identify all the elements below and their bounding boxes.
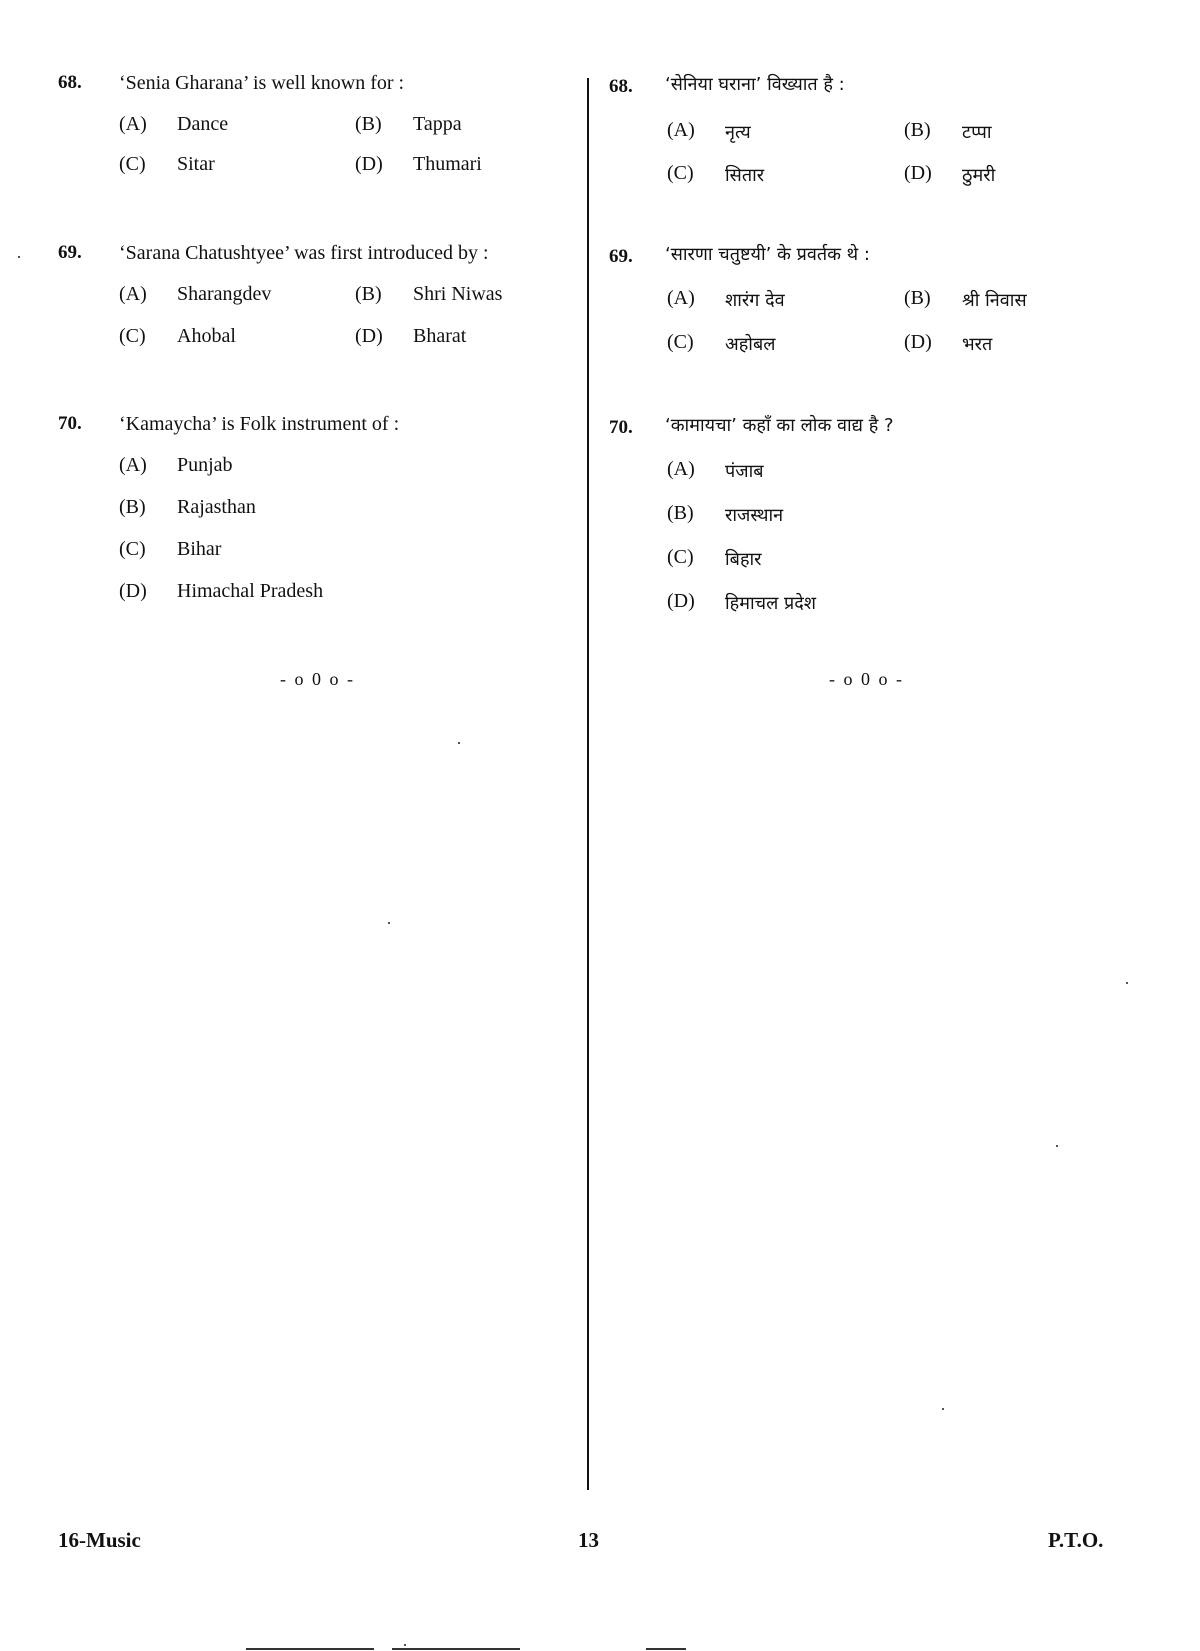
bottom-edge-rule	[646, 1648, 686, 1650]
option-label: (B)	[667, 502, 694, 524]
option-label: (C)	[667, 162, 694, 184]
option-label: (D)	[904, 331, 932, 353]
question-69-en	[58, 242, 578, 347]
option-value: Himachal Pradesh	[177, 580, 324, 602]
option-value: पंजाब	[725, 461, 764, 482]
option-value: Thumari	[413, 153, 482, 175]
scan-speck	[1056, 1145, 1058, 1147]
scan-speck	[1126, 982, 1128, 984]
question-70-en	[58, 413, 578, 602]
option-value: बिहार	[725, 549, 762, 570]
footer-page-number: 13	[578, 1528, 599, 1552]
option-label: (C)	[119, 153, 146, 175]
option-value: अहोबल	[725, 334, 776, 355]
option-value: भरत	[962, 334, 993, 355]
question-number: 69.	[609, 246, 633, 267]
option-label: (A)	[667, 119, 695, 141]
option-label: (B)	[355, 113, 382, 135]
question-text: ‘कामायचा’ कहाँ का लोक वाद्य है ?	[665, 415, 894, 436]
scan-speck	[942, 1408, 944, 1410]
option-label: (D)	[355, 153, 383, 175]
option-value: Ahobal	[177, 325, 236, 347]
question-text: ‘Senia Gharana’ is well known for :	[119, 72, 405, 94]
option-label: (D)	[119, 580, 147, 602]
option-value: ठुमरी	[962, 165, 996, 186]
option-value: Sitar	[177, 153, 215, 175]
option-label: (B)	[904, 119, 931, 141]
option-value: राजस्थान	[725, 505, 784, 526]
option-value: Bihar	[177, 538, 222, 560]
question-68-en	[58, 72, 578, 175]
footer-subject-code: 16-Music	[58, 1528, 141, 1552]
option-label: (A)	[667, 458, 695, 480]
question-text: ‘Sarana Chatushtyee’ was first introduced by :	[119, 242, 489, 264]
question-number: 70.	[58, 413, 82, 434]
option-label: (C)	[119, 538, 146, 560]
option-value: Sharangdev	[177, 283, 272, 305]
question-number: 68.	[609, 76, 633, 97]
scan-speck	[404, 1644, 406, 1646]
option-label: (A)	[119, 454, 147, 476]
option-label: (B)	[119, 496, 146, 518]
option-label: (B)	[355, 283, 382, 305]
option-value: नृत्य	[725, 122, 751, 143]
scan-speck	[458, 742, 460, 744]
bottom-edge-rule	[392, 1648, 520, 1650]
option-value: हिमाचल प्रदेश	[725, 593, 817, 614]
option-value: Bharat	[413, 325, 467, 347]
bottom-edge-rule	[246, 1648, 374, 1650]
end-of-section-mark: - o 0 o -	[280, 669, 355, 689]
option-label: (C)	[119, 325, 146, 347]
option-value: Shri Niwas	[413, 283, 503, 305]
option-value: श्री निवास	[962, 290, 1027, 311]
question-text: ‘सारणा चतुष्टयी’ के प्रवर्तक थे :	[665, 244, 870, 265]
option-label: (A)	[119, 113, 147, 135]
question-69-hi	[609, 242, 1129, 355]
question-70-hi	[609, 413, 1129, 614]
option-label: (A)	[119, 283, 147, 305]
end-of-section-mark: - o 0 o -	[829, 669, 904, 689]
option-label: (D)	[904, 162, 932, 184]
option-label: (C)	[667, 546, 694, 568]
option-label: (D)	[667, 590, 695, 612]
option-value: Punjab	[177, 454, 233, 476]
scan-speck	[18, 256, 20, 258]
question-68-hi	[609, 72, 1129, 186]
question-number: 69.	[58, 242, 82, 263]
option-value: शारंग देव	[725, 290, 785, 311]
option-value: टप्पा	[962, 122, 992, 143]
option-label: (D)	[355, 325, 383, 347]
question-text: ‘सेनिया घराना’ विख्यात है :	[665, 74, 845, 95]
option-value: Rajasthan	[177, 496, 256, 518]
footer-pto: P.T.O.	[1048, 1528, 1104, 1552]
option-value: Tappa	[413, 113, 462, 135]
question-number: 70.	[609, 417, 633, 438]
column-divider	[587, 78, 589, 1490]
option-label: (C)	[667, 331, 694, 353]
question-text: ‘Kamaycha’ is Folk instrument of :	[119, 413, 400, 435]
scan-speck	[388, 922, 390, 924]
option-label: (B)	[904, 287, 931, 309]
option-value: सितार	[725, 165, 765, 186]
option-label: (A)	[667, 287, 695, 309]
question-number: 68.	[58, 72, 82, 93]
option-value: Dance	[177, 113, 229, 135]
